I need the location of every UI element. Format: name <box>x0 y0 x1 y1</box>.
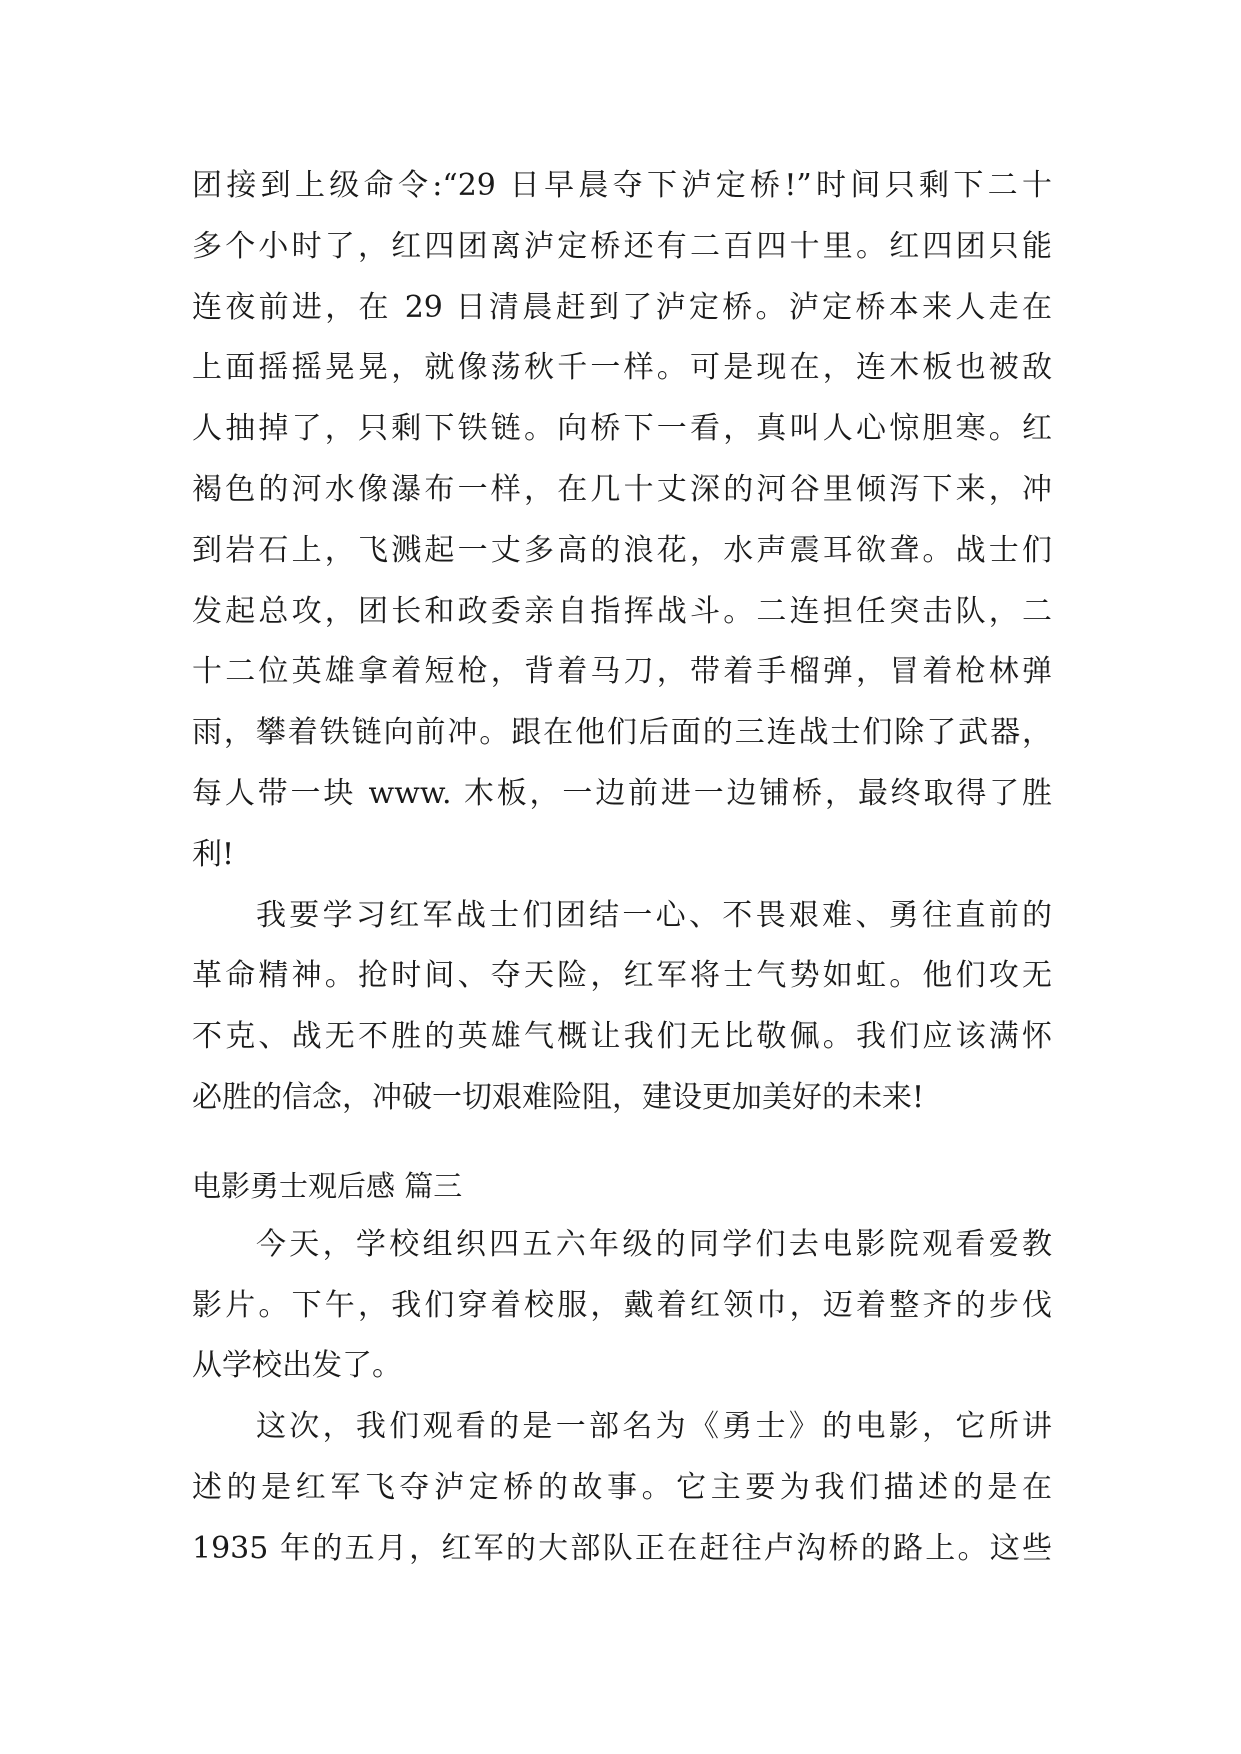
text-line: 必胜的信念，冲破一切艰难险阻，建设更加美好的未来! <box>192 1079 925 1115</box>
document-body <box>192 156 1052 1580</box>
paragraph-3 <box>192 1215 1052 1397</box>
text-line: 上面摇摇晃晃，就像荡秋千一样。可是现在，连木板也被敌 <box>192 350 1052 386</box>
text-line: 每人带一块 www. 木板，一边前进一边铺桥，最终取得了胜 <box>192 775 1052 811</box>
text-line: 述的是红军飞夺泸定桥的故事。它主要为我们描述的是在 <box>192 1469 1052 1505</box>
text-line: 雨，攀着铁链向前冲。跟在他们后面的三连战士们除了武器， <box>192 715 1052 751</box>
text-line: 不克、战无不胜的英雄气概让我们无比敬佩。我们应该满怀 <box>192 1019 1052 1055</box>
paragraph-spacer <box>192 1129 1052 1157</box>
paragraph-1 <box>192 156 1052 886</box>
text-line: 今天，学校组织四五六年级的同学们去电影院观看爱教 <box>256 1226 1052 1262</box>
text-line: 团接到上级命令:“29 日早晨夺下泸定桥!”时间只剩下二十 <box>192 168 1052 203</box>
text-line: 多个小时了，红四团离泸定桥还有二百四十里。红四团只能 <box>192 228 1052 264</box>
text-line: 到岩石上，飞溅起一丈多高的浪花，水声震耳欲聋。战士们 <box>192 532 1052 568</box>
text-line: 1935 年的五月，红军的大部队正在赶往卢沟桥的路上。这些 <box>192 1530 1052 1566</box>
paragraph-4 <box>192 1397 1052 1579</box>
text-line: 发起总攻，团长和政委亲自指挥战斗。二连担任突击队，二 <box>192 593 1052 629</box>
text-line: 连夜前进，在 29 日清晨赶到了泸定桥。泸定桥本来人走在 <box>192 289 1052 325</box>
text-line: 褐色的河水像瀑布一样，在几十丈深的河谷里倾泻下来，冲 <box>192 471 1052 507</box>
text-line: 我要学习红军战士们团结一心、不畏艰难、勇往直前的 <box>256 897 1052 933</box>
text-line: 影片。下午，我们穿着校服，戴着红领巾，迈着整齐的步伐 <box>192 1287 1052 1323</box>
section-heading: 电影勇士观后感 篇三 <box>192 1168 463 1203</box>
text-line: 革命精神。抢时间、夺天险，红军将士气势如虹。他们攻无 <box>192 958 1052 994</box>
text-line: 从学校出发了。 <box>192 1348 402 1384</box>
text-line: 利! <box>192 836 235 872</box>
text-line: 这次，我们观看的是一部名为《勇士》的电影，它所讲 <box>256 1409 1052 1445</box>
text-line: 十二位英雄拿着短枪，背着马刀，带着手榴弹，冒着枪林弹 <box>192 654 1052 690</box>
text-line: 人抽掉了，只剩下铁链。向桥下一看，真叫人心惊胆寒。红 <box>192 411 1052 447</box>
paragraph-2 <box>192 886 1052 1129</box>
